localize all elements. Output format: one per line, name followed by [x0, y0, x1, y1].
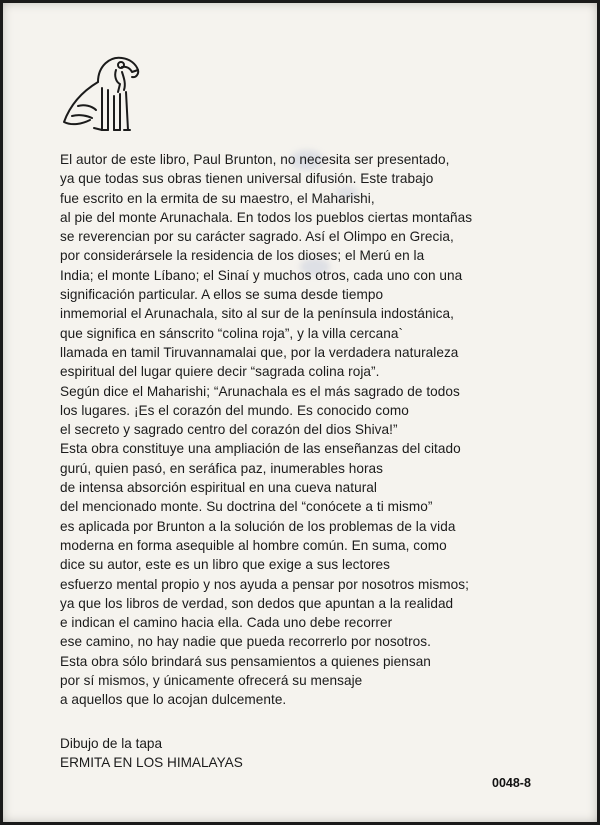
description-line: ya que los libros de verdad, son dedos que apuntan a la realidad	[60, 595, 454, 611]
description-line: espiritual del lugar quiere decir “sagrada colina roja”.	[60, 364, 380, 380]
description-line: llamada en tamil Tiruvannamalai que, por la verdadera naturaleza	[60, 344, 459, 360]
description-line: India; el monte Líbano; el Sinaí y muchos otros, cada uno con una	[60, 267, 463, 283]
description-line: por considerársele la residencia de los dioses; el Merú en la	[60, 248, 425, 264]
description-line: que significa en sánscrito “colina roja”, y la villa cercana`	[60, 325, 404, 341]
description-line: gurú, quien pasó, en seráfica paz, inumerables horas	[60, 460, 384, 476]
description-line: inmemorial el Arunachala, sito al sur de la península indostánica,	[60, 306, 454, 322]
description-line: de intensa absorción espiritual en una cueva natural	[60, 480, 377, 496]
description-line: dice su autor, este es un libro que exige a sus lectores	[60, 557, 390, 573]
description-line: del mencionado monte. Su doctrina del “conócete a ti mismo”	[60, 499, 433, 515]
description-line: ese camino, no hay nadie que pueda recorrerlo por nosotros.	[60, 634, 431, 650]
credit-title: ERMITA EN LOS HIMALAYAS	[60, 755, 243, 770]
description-line: por sí mismos, y únicamente ofrecerá su mensaje	[60, 673, 363, 689]
description-line: al pie del monte Arunachala. En todos los pueblos ciertas montañas	[60, 209, 473, 225]
description-line: El autor de este libro, Paul Brunton, no necesita ser presentado,	[60, 152, 450, 167]
description-line: a aquellos que lo acojan dulcemente.	[60, 692, 287, 708]
catalog-code: 0048-8	[492, 776, 531, 790]
credit-label: Dibujo de la tapa	[60, 736, 163, 751]
description-line: ya que todas sus obras tienen universal difusión. Este trabajo	[60, 171, 434, 187]
description-line: fue escrito en la ermita de su maestro, el Maharishi,	[60, 190, 375, 206]
description-line: se reverencian por su carácter sagrado. Así el Olimpo en Grecia,	[60, 229, 454, 245]
description-line: los lugares. ¡Es el corazón del mundo. Es conocido como	[60, 402, 409, 418]
description-line: e indican el camino hacia ella. Cada uno debe recorrer	[60, 615, 393, 631]
description-line: esfuerzo mental propio y nos ayuda a pensar por nosotros mismos;	[60, 576, 469, 592]
description-line: significación particular. A ellos se suma desde tiempo	[60, 287, 384, 303]
description-line: Esta obra sólo brindará sus pensamientos a quienes piensan	[60, 653, 431, 669]
description-line: Esta obra constituye una ampliación de las enseñanzas del citado	[60, 441, 461, 457]
cover-art-credit	[60, 734, 243, 772]
book-description	[60, 150, 560, 710]
description-line: moderna en forma asequible al hombre común. En suma, como	[60, 537, 447, 553]
horus-falcon-hieroglyph-icon	[58, 44, 142, 134]
description-line: es aplicada por Brunton a la solución de los problemas de la vida	[60, 518, 456, 534]
description-line: el secreto y sagrado centro del corazón del dios Shiva!”	[60, 422, 398, 438]
description-line: Según dice el Maharishi; “Arunachala es el más sagrado de todos	[60, 383, 460, 399]
